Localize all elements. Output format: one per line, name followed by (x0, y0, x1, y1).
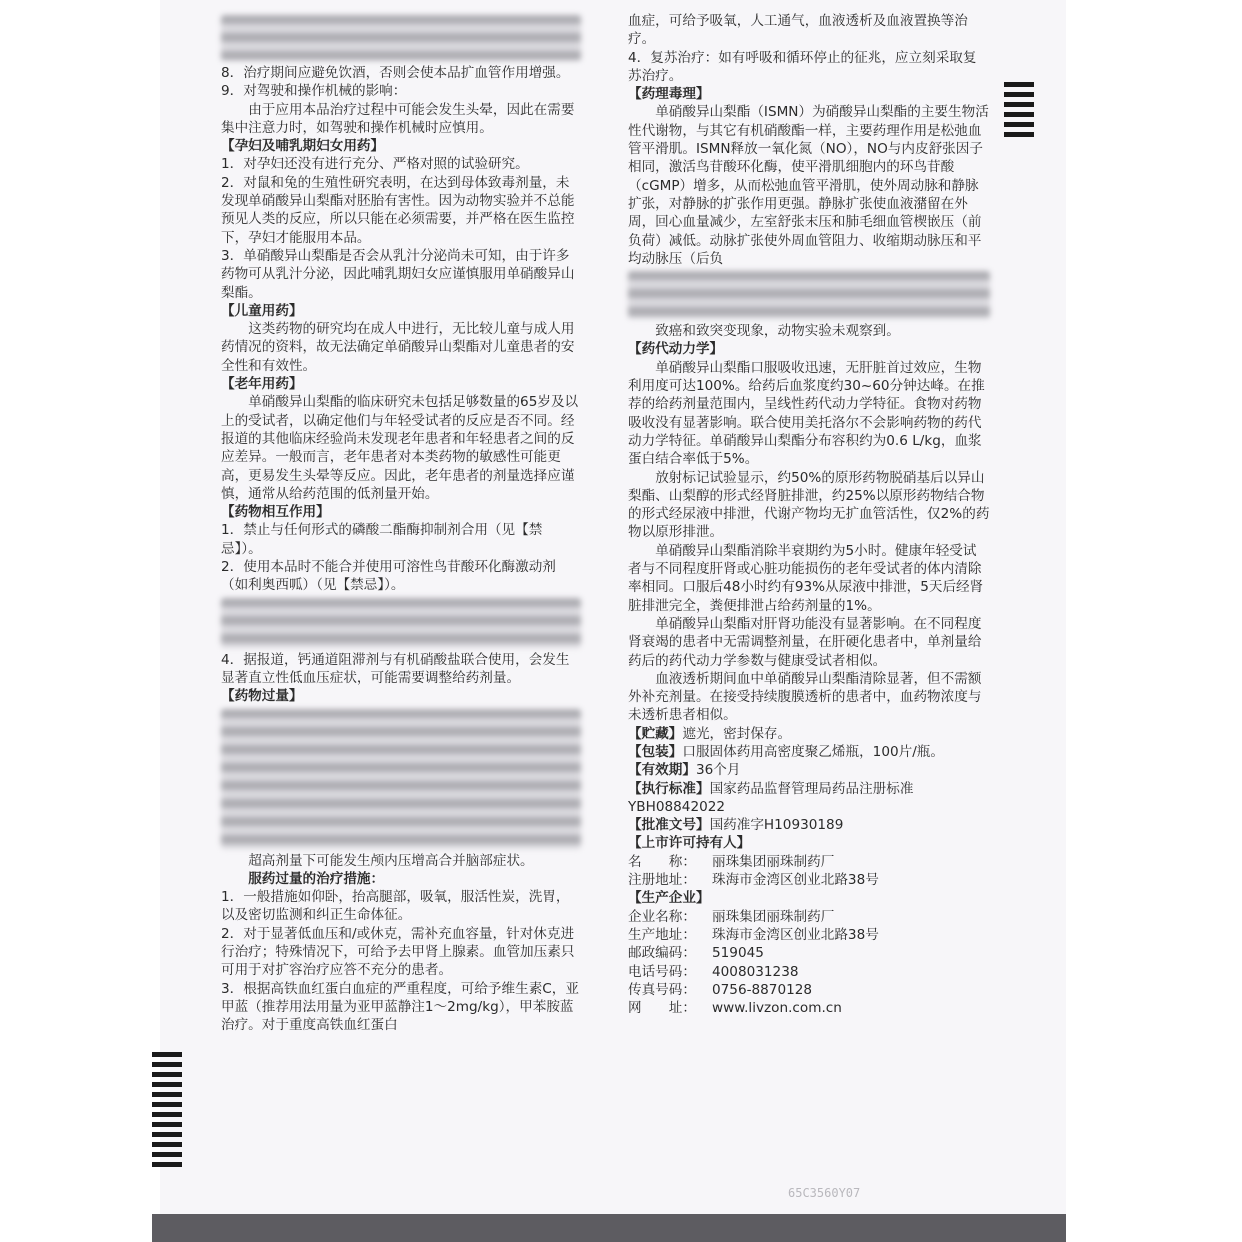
pharmacokinetics-para-1: 单硝酸异山梨酯口服吸收迅速，无肝脏首过效应，生物利用度可达100%。给药后血浆度约30~60分钟达峰。在推荐的给药剂量范围内，呈线性药代动力学特征。食物对药物吸收没有显著影响。联合使用美托洛尔不会影响药物的药代动力学特征。单硝酸异山梨酯分布容积约为0.6 L/kg，血浆蛋白结合率低于5%。 (628, 359, 985, 468)
children-text: 这类药物的研究均在成人中进行，无比较儿童与成人用药情况的资料，故无法确定单硝酸异山梨酯对儿童患者的安全性和有效性。 (221, 321, 575, 374)
manufacturer-heading: 【生产企业】 (628, 890, 710, 907)
pharmacokinetics-para-4: 单硝酸异山梨酯对肝肾功能没有显著影响。在不同程度肾衰竭的患者中无需调整剂量，在肝硬化患者中，单剂量给药后的药代动力学参数与健康受试者相似。 (628, 615, 982, 669)
storage-label: 【贮藏】 (628, 725, 683, 742)
mfr-name-value: 丽珠集团丽珠制药厂 (712, 908, 835, 925)
pharmacokinetics-heading: 【药代动力学】 (628, 341, 724, 358)
validity-value: 36个月 (695, 762, 741, 779)
package-label: 【包装】 (628, 743, 683, 760)
treatment-point-4: 4．复苏治疗：如有呼吸和循环停止的征兆，应立刻采取复苏治疗。 (628, 49, 977, 84)
overdose-heading: 【药物过量】 (221, 688, 303, 705)
package-line (628, 743, 990, 761)
zip-row (628, 944, 990, 962)
treatment-point-3: 3．根据高铁血红蛋白血症的严重程度，可给予维生素C，亚甲蓝（推荐用法用量为亚甲蓝静注1～2mg/kg），甲苯胺蓝治疗。对于重度高铁血红蛋白 (221, 980, 579, 1034)
zip-value: 519045 (712, 945, 764, 962)
standard-label: 【执行标准】 (628, 780, 710, 797)
barcode-marks-right (1004, 82, 1034, 142)
treatment-point-2: 2．对于显著低血压和/或休克，需补充血容量，针对休克进行治疗；特殊情况下，可给予去甲肾上腺素。血管加压素只可用于对扩容治疗应答不充分的患者。 (221, 925, 575, 979)
redacted-text-block (221, 709, 581, 849)
interaction-point-1: 1．禁止与任何形式的磷酸二酯酶抑制剂合用（见【禁忌】）。 (221, 522, 543, 557)
pharmacology-text: 单硝酸异山梨酯（ISMN）为硝酸异山梨酯的主要生物活性代谢物，与其它有机硝酸酯一样，主要药理作用是松弛血管平滑肌。ISMN释放一氧化氮（NO），NO与内皮舒张因子相同，激活鸟苷酸环化酶，使平滑肌细胞内的环鸟苷酸（cGMP）增多，从而松弛血管平滑肌，使外周动脉和静脉扩张，对静脉的扩张作用更强。静脉扩张使血液潴留在外周，回心血量减少，左室舒张末压和肺毛细血管楔嵌压（前负荷）减低。动脉扩张使外周血管阻力、收缩期动脉压和平均动脉压（后负 (628, 104, 989, 267)
scanner-bottom-band (152, 1214, 1066, 1242)
right-text-column (628, 12, 990, 1017)
standard-value: 国家药品监督管理局药品注册标准YBH08842022 (628, 780, 914, 815)
caution-item-8: 8．治疗期间应避免饮酒，否则会使本品扩血管作用增强。 (221, 65, 570, 81)
approval-label: 【批准文号】 (628, 817, 710, 834)
interaction-heading: 【药物相互作用】 (221, 504, 330, 521)
mah-heading: 【上市许可持有人】 (628, 835, 751, 852)
mah-name-label: 名 称： (628, 853, 696, 870)
standard-line (628, 780, 990, 817)
left-text-column (221, 12, 581, 1034)
mah-name-value: 丽珠集团丽珠制药厂 (712, 853, 835, 870)
website-value: www.livzon.com.cn (712, 1000, 842, 1017)
pharmacology-tail: 致癌和致突变现象，动物实验未观察到。 (655, 323, 900, 340)
print-serial-number: 65C3560Y07 (788, 1186, 861, 1200)
fax-row (628, 981, 990, 999)
interaction-point-4: 4．据报道，钙通道阻滞剂与有机硝酸盐联合使用，会发生显著直立性低血压症状，可能需要调整给药剂量。 (221, 651, 570, 686)
mah-name-row (628, 853, 990, 871)
mfr-name-label: 企业名称： (628, 908, 696, 925)
pregnancy-heading: 【孕妇及哺乳期妇女用药】 (221, 138, 385, 155)
pregnancy-point-1: 1．对孕妇还没有进行充分、严格对照的试验研究。 (221, 156, 529, 173)
elderly-text: 单硝酸异山梨酯的临床研究未包括足够数量的65岁及以上的受试者，以确定他们与年轻受试者的反应是否不同。经报道的其他临床经验尚未发现老年患者和年轻患者之间的反应差异。一般而言，老年患者对本类药物的敏感性可能更高，更易发生头晕等反应。因此，老年患者的剂量选择应谨慎，通常从给药范围的低剂量开始。 (221, 394, 579, 502)
website-row (628, 999, 990, 1017)
barcode-marks-left (152, 1052, 182, 1172)
children-heading: 【儿童用药】 (221, 302, 303, 319)
redacted-text-block (628, 271, 990, 319)
phone-value: 4008031238 (712, 963, 799, 980)
interaction-point-2: 2．使用本品时不能合并使用可溶性鸟苷酸环化酶激动剂（如利奥西呱）（见【禁忌】）。 (221, 559, 556, 594)
package-value: 口服固体药用高密度聚乙烯瓶，100片/瓶。 (682, 743, 944, 760)
zip-label: 邮政编码： (628, 945, 696, 962)
treatment-point-1: 1．一般措施如仰卧，抬高腿部，吸氧，服活性炭，洗胃，以及密切监测和纠正生命体征。 (221, 889, 570, 924)
fax-value: 0756-8870128 (712, 981, 813, 998)
caution-item-9-text: 由于应用本品治疗过程中可能会发生头晕，因此在需要集中注意力时，如驾驶和操作机械时应慎用。 (221, 101, 575, 136)
mah-address-label: 注册地址： (628, 872, 696, 889)
mah-address-row (628, 871, 990, 889)
pharmacology-heading: 【药理毒理】 (628, 86, 710, 103)
redacted-text-block (221, 598, 581, 648)
storage-value: 遮光，密封保存。 (682, 725, 792, 742)
validity-label: 【有效期】 (628, 762, 696, 779)
approval-line (628, 816, 990, 834)
mah-address-value: 珠海市金湾区创业北路38号 (712, 872, 879, 889)
fax-label: 传真号码： (628, 981, 696, 998)
elderly-heading: 【老年用药】 (221, 376, 303, 393)
overdose-text: 超高剂量下可能发生颅内压增高合并脑部症状。 (248, 852, 534, 869)
website-label: 网 址： (628, 1000, 696, 1017)
pharmacokinetics-para-2: 放射标记试验显示，约50%的原形药物脱硝基后以异山梨酯、山梨醇的形式经肾脏排泄，约25%以原形药物结合物的形式经尿液中排泄，代谢产物均无扩血管活性，仅2%的药物以原形排泄。 (628, 469, 990, 541)
mfr-address-row (628, 926, 990, 944)
pharmacokinetics-para-5: 血液透析期间血中单硝酸异山梨酯清除显著，但不需额外补充剂量。在接受持续腹膜透析的患者中，血药物浓度与未透析患者相似。 (628, 670, 982, 724)
validity-line (628, 761, 990, 779)
pregnancy-point-3: 3．单硝酸异山梨酯是否会从乳汁分泌尚未可知，由于许多药物可从乳汁分泌，因此哺乳期妇女应谨慎服用单硝酸异山梨酯。 (221, 247, 575, 301)
phone-row (628, 963, 990, 981)
storage-line (628, 725, 990, 743)
phone-label: 电话号码： (628, 963, 696, 980)
caution-item-9-title: 9．对驾驶和操作机械的影响： (221, 83, 407, 100)
redacted-text-block (221, 15, 581, 61)
treatment-continued: 血症，可给予吸氧，人工通气，血液透析及血液置换等治疗。 (628, 13, 968, 48)
mfr-address-label: 生产地址： (628, 926, 696, 943)
mfr-name-row (628, 908, 990, 926)
pharmacokinetics-para-3: 单硝酸异山梨酯消除半衰期约为5小时。健康年轻受试者与不同程度肝肾或心脏功能损伤的老年受试者的体内清除率相同。口服后48小时约有93%从尿液中排泄，5天后经肾脏排泄完全，粪便排泄占给药剂量的1%。 (628, 542, 984, 614)
overdose-treatment-title: 服药过量的治疗措施： (248, 870, 385, 887)
pregnancy-point-2: 2．对鼠和兔的生殖性研究表明，在达到母体致毒剂量，未发现单硝酸异山梨酯对胚胎有害性。因为动物实验并不总能预见人类的反应，所以只能在必须需要，并严格在医生监控下，孕妇才能服用本品。 (221, 174, 575, 246)
approval-value: 国药准字H10930189 (709, 817, 844, 834)
mfr-address-value: 珠海市金湾区创业北路38号 (712, 926, 879, 943)
